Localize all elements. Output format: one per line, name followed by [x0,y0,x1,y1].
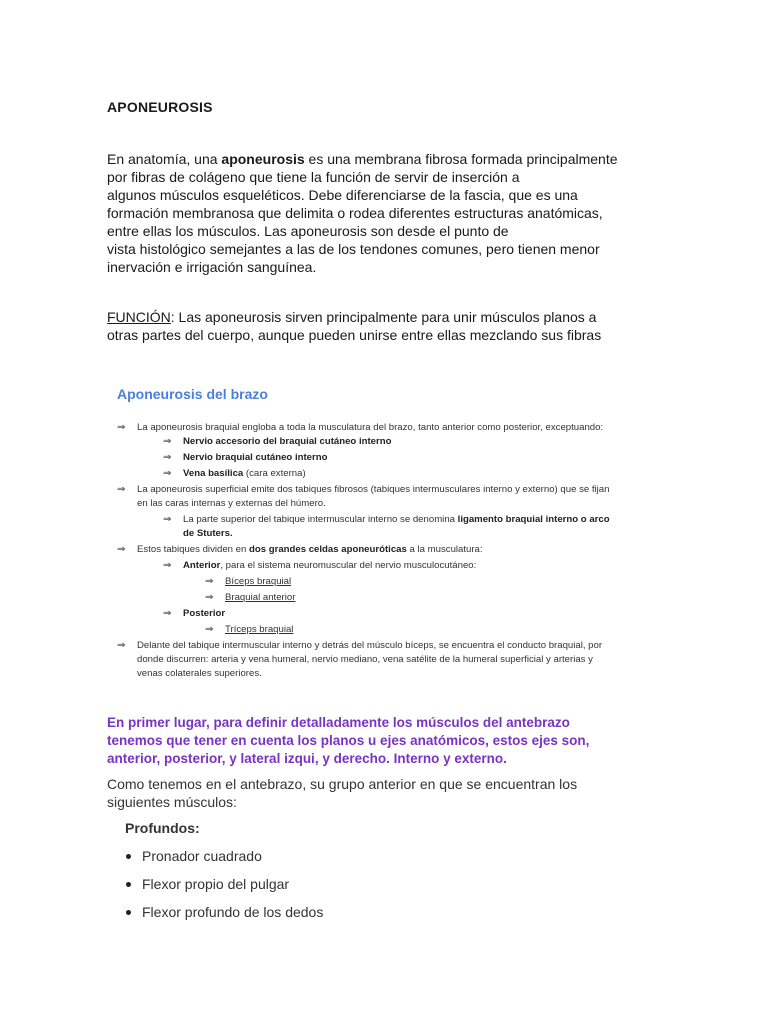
funcion-line [107,308,667,326]
figure-line [183,528,233,540]
funcion-paragraph [107,308,667,344]
intro-paragraph [107,150,667,276]
highlight-line: anterior, posterior, y lateral izqui, y derecho. Interno y externo. [107,751,507,766]
figure-text: La aponeurosis braquial engloba a toda la musculatura del brazo, tanto anterior como posterior, exceptuando: [137,422,604,433]
list-item [123,902,323,930]
profundos-heading: Profundos: [125,820,200,836]
aponeurosis-term: aponeurosis [221,151,305,167]
intro-text: En anatomía, una [107,151,222,167]
figure-text: ligamento braquial interno o arco [457,514,610,525]
figure-line [205,592,295,604]
document-title: APONEUROSIS [107,99,213,115]
figure-line: en las caras internas y externas del húmero. [137,498,326,509]
figure-text: Anterior [183,560,221,571]
highlight-line: tenemos que tener en cuenta los planos u ejes anatómicos, estos ejes son, [107,733,590,748]
intro-line: algunos músculos esqueléticos. Debe diferenciarse de la fascia, que es una [107,187,578,203]
figure-text: dos grandes celdas aponeuróticas [249,544,407,555]
figure-text: Delante del tabique intermuscular interno y detrás del músculo bíceps, se encuentra el conducto braquial, por [137,640,603,651]
figure-line: donde discurren: arteria y vena humeral, nervio mediano, vena satélite de la humeral superficial y arterias y [137,654,593,665]
arrow-icon: ⇒ [163,468,172,479]
figure-text: Vena basílica [183,468,244,479]
arrow-icon: ⇒ [163,452,172,463]
list-item-text: Pronador cuadrado [142,848,262,864]
figure-text: Tríceps braquial [225,624,294,635]
arrow-icon: ⇒ [163,436,172,447]
figure-text: Braquial anterior [225,592,296,603]
funcion-label: FUNCIÓN [107,309,171,325]
antebrazo-line: Como tenemos en el antebrazo, su grupo anterior en que se encuentran los [107,776,578,792]
figure-text: Posterior [183,608,226,619]
antebrazo-paragraph [107,775,660,811]
figure-text: (cara externa) [243,468,306,479]
muscle-list [123,846,323,930]
figure-line [163,608,225,620]
arrow-icon: ⇒ [163,514,172,525]
intro-line [107,150,667,168]
figure-text: a la musculatura: [406,544,483,555]
arrow-icon: ⇒ [117,544,126,555]
arrow-icon: ⇒ [163,560,172,571]
figure-line [163,468,306,480]
intro-line: entre ellas los músculos. Las aponeurosis son desde el punto de [107,223,509,239]
list-item [123,874,323,902]
figure-text: Nervio accesorio del braquial cutáneo interno [183,436,392,447]
bullet-icon [126,882,131,887]
figure-text: Bíceps braquial [225,576,292,587]
figure-text: , para el sistema neuromuscular del nervio musculocutáneo: [220,560,477,571]
figure-line: venas colaterales superiores. [137,668,262,679]
figure-line [163,452,327,464]
highlight-line: En primer lugar, para definir detalladamente los músculos del antebrazo [107,715,570,730]
figure-line [117,544,483,556]
figure-line [205,576,291,588]
bullet-icon [126,910,131,915]
funcion-text: : Las aponeurosis sirven principalmente para unir músculos planos a [170,309,597,325]
antebrazo-line: siguientes músculos: [107,794,237,810]
figure-line [163,560,476,572]
intro-line: inervación e irrigación sanguínea. [107,259,317,275]
arrow-icon: ⇒ [117,484,126,495]
aponeurosis-brazo-figure [107,380,667,690]
list-item [123,846,323,874]
arrow-icon: ⇒ [117,640,126,651]
figure-line [117,484,609,496]
arrow-icon: ⇒ [117,422,126,433]
figure-line [205,624,293,636]
intro-text: es una membrana fibrosa formada principalmente [304,151,618,167]
intro-line: formación membranosa que delimita o rodea diferentes estructuras anatómicas, [107,205,603,221]
figure-title: Aponeurosis del brazo [117,386,268,402]
figure-text: La aponeurosis superficial emite dos tabiques fibrosos (tabiques intermusculares interno y externo) que se fijan [137,484,610,495]
figure-text: de Stuters. [183,528,233,539]
arrow-icon: ⇒ [205,576,214,587]
figure-line [163,436,391,448]
bullet-icon [126,854,131,859]
figure-line [117,640,602,652]
list-item-text: Flexor profundo de los dedos [142,904,324,920]
funcion-line: otras partes del cuerpo, aunque pueden unirse entre ellas mezclando sus fibras [107,327,602,343]
arrow-icon: ⇒ [205,624,214,635]
arrow-icon: ⇒ [163,608,172,619]
arrow-icon: ⇒ [205,592,214,603]
intro-line: por fibras de colágeno que tiene la función de servir de inserción a [107,169,520,185]
figure-line [117,422,603,434]
figure-text: La parte superior del tabique intermuscular interno se denomina [183,514,458,525]
highlight-paragraph [107,714,660,768]
intro-line: vista histológico semejantes a las de los tendones comunes, pero tienen menor [107,241,600,257]
list-item-text: Flexor propio del pulgar [142,876,290,892]
figure-text: Estos tabiques dividen en [137,544,250,555]
figure-line [163,514,610,526]
figure-text: Nervio braquial cutáneo interno [183,452,328,463]
